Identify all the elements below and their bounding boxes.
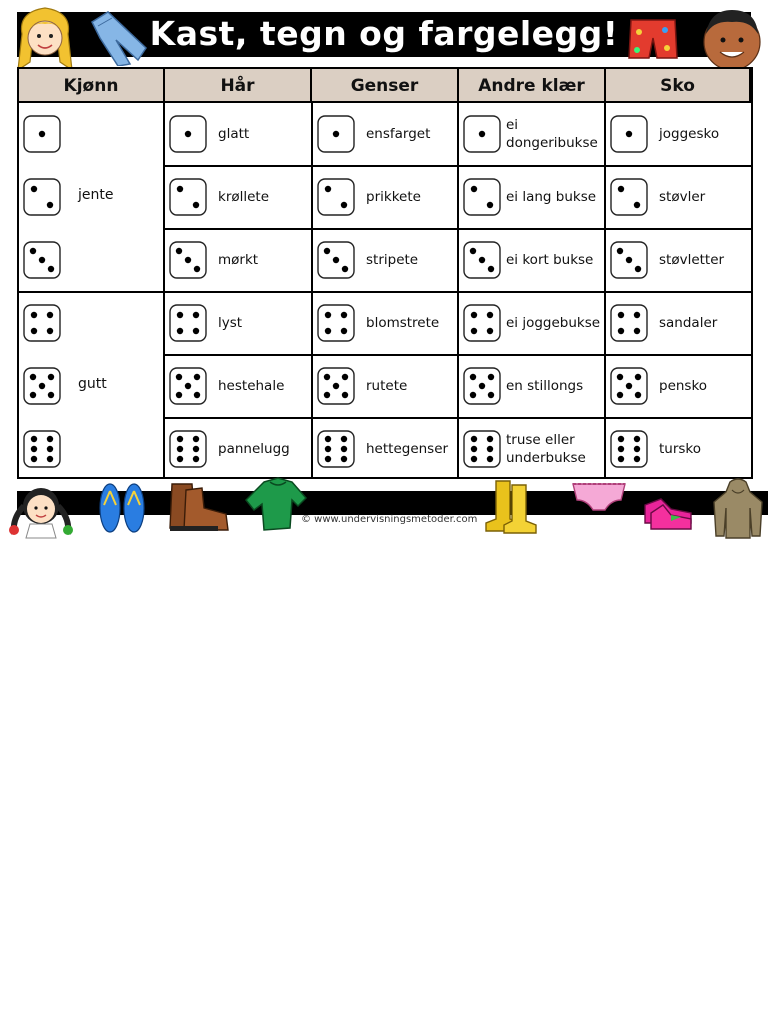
cell-label: prikkete [366, 189, 421, 205]
die-icon [463, 430, 501, 468]
cell-label: glatt [218, 126, 250, 142]
table-cell-kjonn [19, 292, 165, 355]
jeans-icon [86, 8, 152, 66]
table-cell-har [165, 166, 311, 229]
die-icon [169, 430, 207, 468]
cell-label: pannelugg [218, 441, 290, 457]
cell-label: hettegenser [366, 441, 449, 457]
die-icon [463, 367, 501, 405]
table-cell-sko [606, 418, 752, 481]
page-title: Kast, tegn og fargelegg! [149, 14, 619, 53]
boy-face-icon [700, 4, 764, 74]
cell-label: stripete [366, 252, 419, 268]
die-icon [610, 178, 648, 216]
cell-label: ei joggebukse [506, 315, 601, 331]
cell-label: ei dongeribukse [506, 117, 598, 151]
cell-label: truse eller underbukse [506, 432, 586, 466]
die-icon [317, 241, 355, 279]
table-cell-kjonn [19, 166, 165, 229]
die-icon [169, 115, 207, 153]
table-cell-kjonn [19, 355, 165, 418]
die-icon [463, 115, 501, 153]
die-icon [169, 241, 207, 279]
table-cell-andre [459, 292, 605, 355]
dice-table [17, 67, 753, 479]
gender-girl-label: jente [78, 187, 114, 203]
flip-flops-icon [98, 481, 146, 535]
cell-label: ei kort bukse [506, 252, 594, 268]
cell-label: ei lang bukse [506, 189, 597, 205]
table-cell-genser [313, 229, 459, 292]
header-har: Hår [165, 69, 312, 103]
cell-label: mørkt [218, 252, 259, 268]
table-cell-sko [606, 292, 752, 355]
header-andre-klaer: Andre klær [459, 69, 606, 103]
cell-label: pensko [659, 378, 708, 394]
die-icon [169, 304, 207, 342]
table-cell-genser [313, 355, 459, 418]
table-cell-kjonn [19, 103, 165, 166]
die-icon [23, 241, 61, 279]
die-icon [23, 430, 61, 468]
sneakers-icon [641, 491, 695, 531]
table-cell-kjonn [19, 229, 165, 292]
hiking-boots-icon [166, 480, 232, 534]
shorts-icon [627, 16, 679, 62]
die-icon [463, 241, 501, 279]
table-cell-sko [606, 355, 752, 418]
table-cell-andre [459, 103, 605, 166]
cell-label: hestehale [218, 378, 285, 394]
cell-label: sandaler [659, 315, 718, 331]
die-icon [317, 367, 355, 405]
die-icon [23, 367, 61, 405]
copyright-text: © www.undervisningsmetoder.com [301, 514, 478, 525]
die-icon [169, 178, 207, 216]
gender-boy-label: gutt [78, 376, 107, 392]
cell-label: blomstrete [366, 315, 440, 331]
cell-label: tursko [659, 441, 702, 457]
die-icon [169, 367, 207, 405]
cell-label: krøllete [218, 189, 270, 205]
table-cell-genser [313, 166, 459, 229]
die-icon [23, 115, 61, 153]
cell-label: lyst [218, 315, 243, 331]
table-cell-har [165, 418, 311, 481]
table-cell-har [165, 355, 311, 418]
cell-label: støvler [659, 189, 706, 205]
rain-boots-icon [482, 479, 538, 535]
die-icon [610, 304, 648, 342]
die-icon [23, 178, 61, 216]
die-icon [463, 178, 501, 216]
cell-label: støvletter [659, 252, 725, 268]
die-icon [317, 115, 355, 153]
die-icon [23, 304, 61, 342]
girl-pigtails-icon [4, 478, 78, 540]
table-cell-har [165, 229, 311, 292]
die-icon [317, 430, 355, 468]
header-genser: Genser [312, 69, 459, 103]
die-icon [463, 304, 501, 342]
girl-face-icon [14, 4, 76, 74]
die-icon [610, 241, 648, 279]
pink-underpants-icon [571, 480, 627, 514]
table-cell-sko [606, 229, 752, 292]
table-cell-andre [459, 229, 605, 292]
cell-label: rutete [366, 378, 408, 394]
table-cell-genser [313, 292, 459, 355]
header-sko: Sko [606, 69, 751, 103]
table-cell-sko [606, 166, 752, 229]
die-icon [317, 304, 355, 342]
table-cell-sko [606, 103, 752, 166]
table-cell-har [165, 103, 311, 166]
table-cell-genser [313, 103, 459, 166]
die-icon [610, 430, 648, 468]
table-cell-genser [313, 418, 459, 481]
green-sweater-icon [244, 476, 310, 534]
table-cell-andre [459, 166, 605, 229]
table-cell-kjonn [19, 418, 165, 481]
table-cell-andre [459, 355, 605, 418]
die-icon [610, 367, 648, 405]
die-icon [610, 115, 648, 153]
header-kjonn: Kjønn [19, 69, 165, 103]
cell-label: ensfarget [366, 126, 431, 142]
hoodie-icon [710, 478, 766, 540]
table-cell-andre [459, 418, 605, 481]
table-cell-har [165, 292, 311, 355]
die-icon [317, 178, 355, 216]
cell-label: joggesko [659, 126, 720, 142]
cell-label: en stillongs [506, 378, 584, 394]
